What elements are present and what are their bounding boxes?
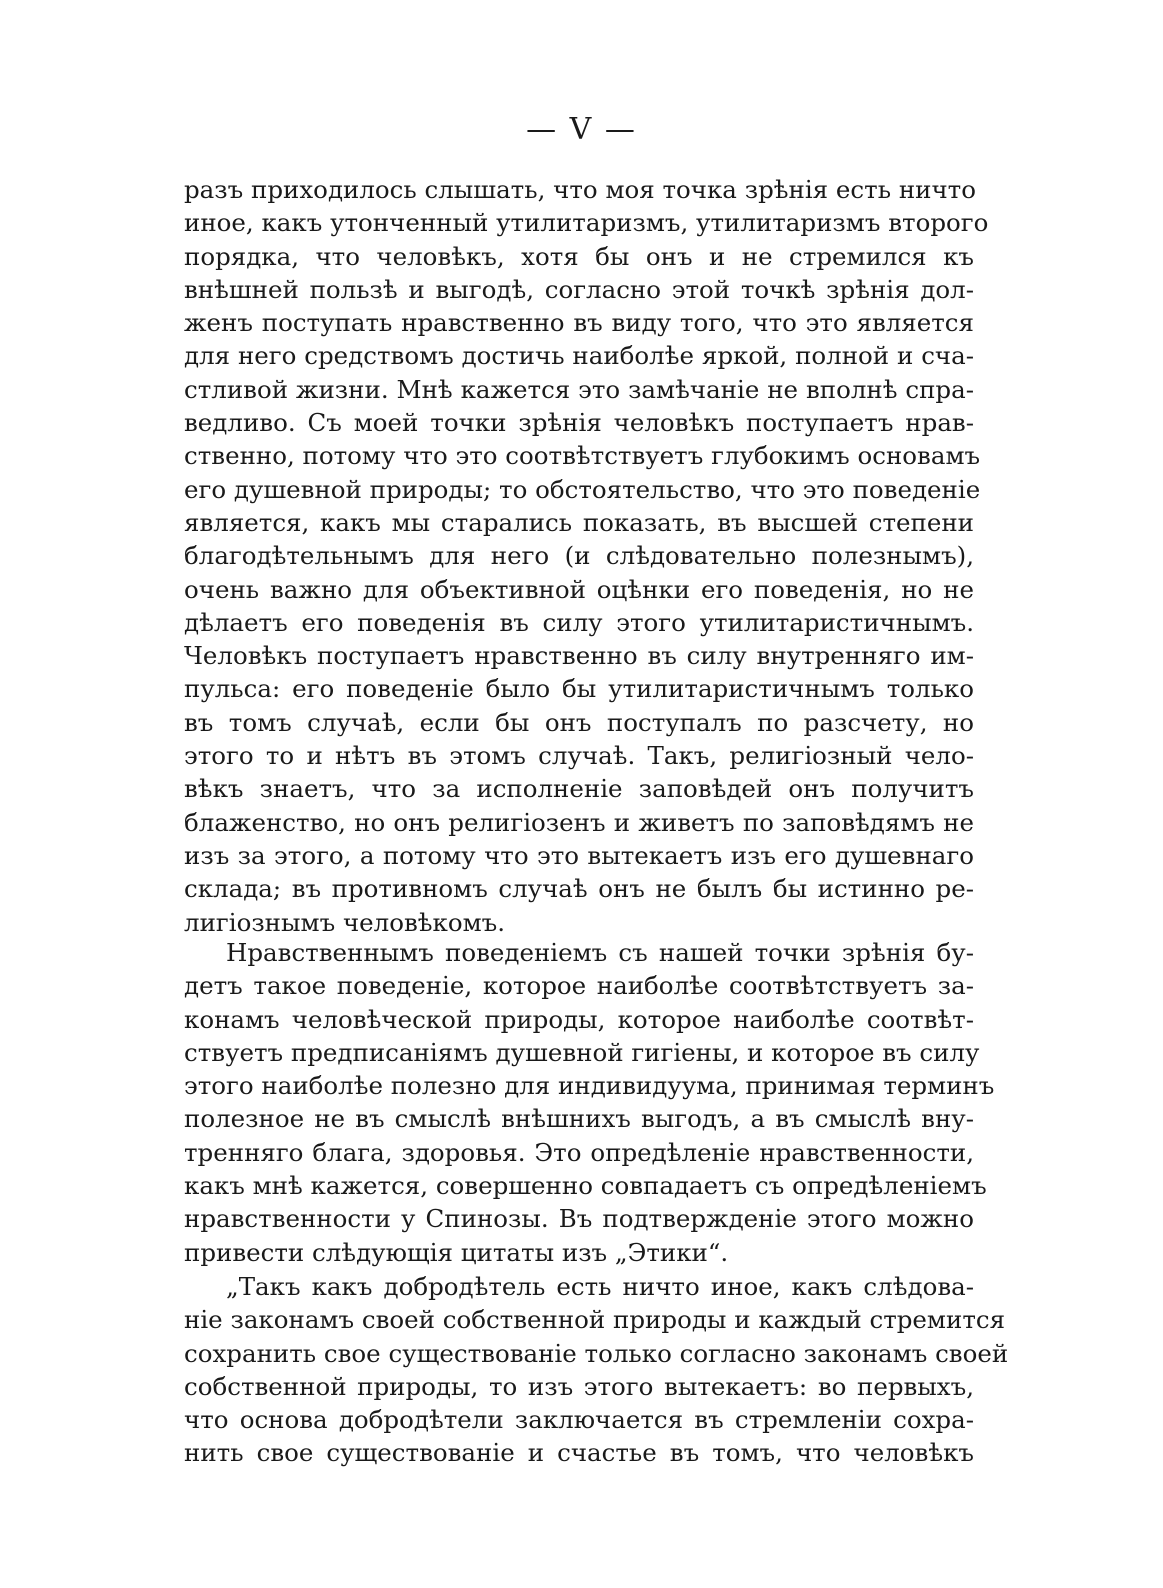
text-line: собственной природы, то изъ этого вытекаетъ: во первыхъ, <box>184 1371 974 1401</box>
paragraph-3-quote <box>184 1270 1009 1470</box>
text-line: разъ приходилось слышать, что моя точка зрѣнія есть ничто <box>184 175 976 204</box>
text-line: „Такъ какъ добродѣтель есть ничто иное, какъ слѣдова- <box>226 1272 974 1301</box>
text-line: ствуетъ предписаніямъ душевной гигіены, и которое въ силу <box>184 1037 980 1067</box>
text-line: полезное не въ смыслѣ внѣшнихъ выгодъ, а въ смыслѣ вну- <box>184 1104 974 1134</box>
text-line: иное, какъ утонченный утилитаризмъ, утилитаризмъ второго <box>184 208 989 238</box>
text-line: порядка, что человѣкъ, хотя бы онъ и не стремился къ <box>184 241 974 271</box>
text-line: вѣкъ знаетъ, что за исполненіе заповѣдей онъ получитъ <box>184 774 974 804</box>
text-line: блаженство, но онъ религіозенъ и живетъ по заповѣдямъ не <box>184 807 974 837</box>
text-line: является, какъ мы старались показать, въ высшей степени <box>184 507 974 537</box>
text-line: Нравственнымъ поведеніемъ съ нашей точки зрѣнія бу- <box>226 938 974 967</box>
text-line: въ томъ случаѣ, если бы онъ поступалъ по разсчету, но <box>184 707 974 737</box>
text-line: женъ поступать нравственно въ виду того, что это является <box>184 308 974 338</box>
text-line: нить свое существованіе и счастье въ томъ, что человѣкъ <box>184 1438 974 1468</box>
text-line: изъ за этого, а потому что это вытекаетъ изъ его душевнаго <box>184 840 974 870</box>
text-line: детъ такое поведеніе, которое наиболѣе соотвѣтствуетъ за- <box>184 971 974 1001</box>
text-line: какъ мнѣ кажется, совершенно совпадаетъ съ опредѣленіемъ <box>184 1171 987 1201</box>
text-line: пульса: его поведеніе было бы утилитаристичнымъ только <box>184 674 974 704</box>
text-line: привести слѣдующія цитаты изъ „Этики“. <box>184 1237 729 1267</box>
text-line: его душевной природы; то обстоятельство, что это поведеніе <box>184 474 981 504</box>
text-line: для него средствомъ достичь наиболѣе яркой, полной и сча- <box>184 341 974 371</box>
text-line: внѣшней пользѣ и выгодѣ, согласно этой точкѣ зрѣнія дол- <box>184 274 974 304</box>
text-line: благодѣтельнымъ для него (и слѣдовательно полезнымъ), <box>184 541 974 571</box>
text-line: ніе законамъ своей собственной природы и каждый стремится <box>184 1305 1006 1335</box>
text-line: этого то и нѣтъ въ этомъ случаѣ. Такъ, религіозный чело- <box>184 741 974 771</box>
text-line: лигіознымъ человѣкомъ. <box>184 907 506 937</box>
text-line: тренняго блага, здоровья. Это опредѣленіе нравственности, <box>184 1137 974 1167</box>
page-number: — V — <box>526 112 637 147</box>
text-line: очень важно для объективной оцѣнки его поведенія, но не <box>184 574 974 604</box>
paragraph-1 <box>184 173 989 939</box>
text-line: конамъ человѣческой природы, которое наиболѣе соотвѣт- <box>184 1004 974 1034</box>
paragraph-2 <box>184 936 995 1269</box>
text-line: стливой жизни. Мнѣ кажется это замѣчаніе не вполнѣ спра- <box>184 374 974 404</box>
text-line: что основа добродѣтели заключается въ стремленіи сохра- <box>184 1405 974 1435</box>
text-line: ственно, потому что это соотвѣтствуетъ глубокимъ основамъ <box>184 441 981 471</box>
text-line: Человѣкъ поступаетъ нравственно въ силу внутренняго им- <box>184 641 974 671</box>
text-line: дѣлаетъ его поведенія въ силу этого утилитаристичнымъ. <box>184 607 974 637</box>
text-line: нравственности у Спинозы. Въ подтвержденіе этого можно <box>184 1204 974 1234</box>
text-line: ведливо. Съ моей точки зрѣнія человѣкъ поступаетъ нрав- <box>184 408 974 438</box>
text-line: сохранить свое существованіе только согласно законамъ своей <box>184 1338 1009 1368</box>
text-line: склада; въ противномъ случаѣ онъ не былъ бы истинно ре- <box>184 874 974 904</box>
text-line: этого наиболѣе полезно для индивидуума, принимая терминъ <box>184 1071 995 1101</box>
